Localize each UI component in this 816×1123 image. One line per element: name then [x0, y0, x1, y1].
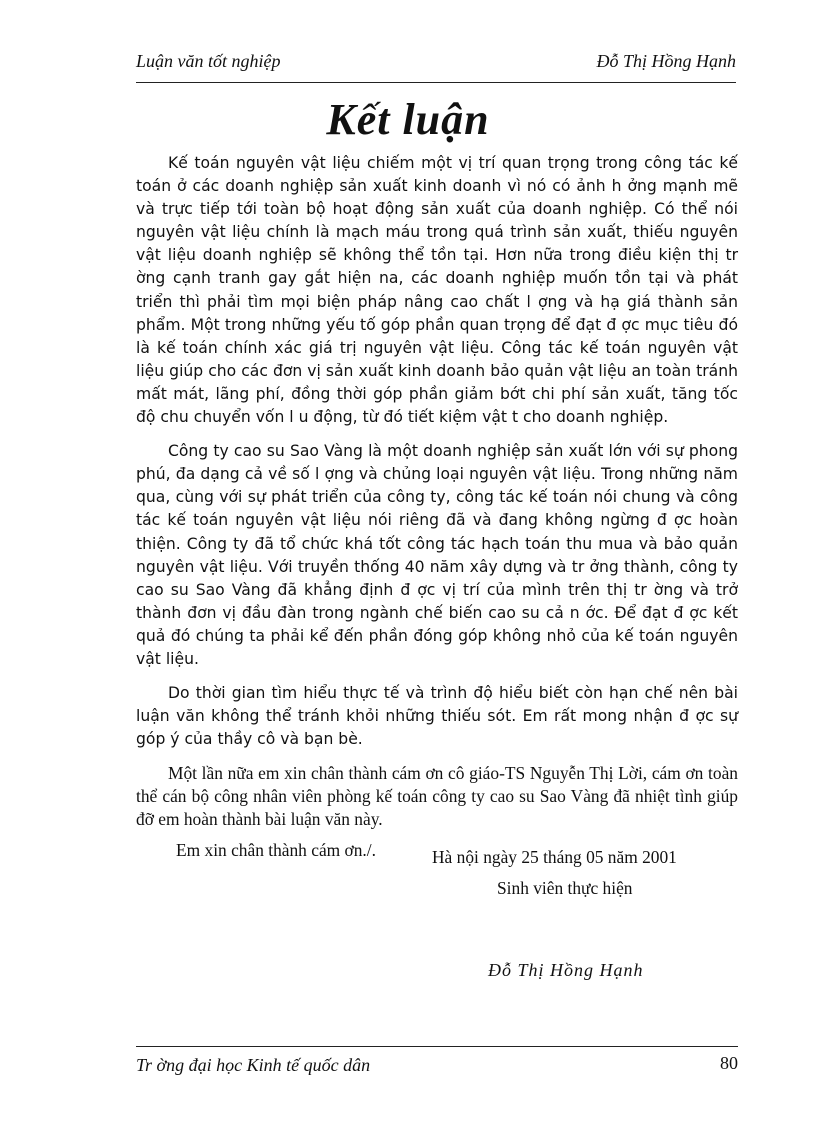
- page-footer: [136, 1046, 738, 1077]
- page-header: [136, 48, 736, 83]
- header-author-name: Đỗ Thị Hồng Hạnh: [596, 51, 736, 71]
- paragraph-3: Do thời gian tìm hiểu thực tế và trình độ hiểu biết còn hạn chế nên bài luận văn không thể tránh khỏi những thiếu sót. Em rất mong nhận đ ợc sự góp ý của thầy cô và bạn bè.: [136, 684, 738, 749]
- page-number: 80: [720, 1053, 738, 1073]
- paragraph-2: Công ty cao su Sao Vàng là một doanh nghiệp sản xuất lớn với sự phong phú, đa dạng cả về số l ợng và chủng loại nguyên vật liệu. Trong những năm qua, cùng với sự phát triển của công ty, công tác kế toán nói chung và công tác kế toán nguyên vật liệu nói riêng đã và đang không ngừng đ ợc hoàn thiện. Công ty đã tổ chức khá tốt công tác hạch toán thu mua và bảo quản nguyên vật liệu. Với truyền thống 40 năm xây dựng và tr ởng thành, công ty cao su Sao Vàng đã khẳng định đ ợc vị trí của mình trên thị tr ờng và trở thành đơn vị đầu đàn trong ngành chế biến cao su cả n ớc. Để đạt đ ợc kết quả đó chúng ta phải kể đến phần đóng góp không nhỏ của kế toán nguyên vật liệu.: [136, 442, 738, 668]
- closing-date: Hà nội ngày 25 tháng 05 năm 2001: [432, 847, 677, 867]
- header-thesis-label: Luận văn tốt nghiệp: [136, 51, 281, 71]
- paragraph-1: Kế toán nguyên vật liệu chiếm một vị trí quan trọng trong công tác kế toán ở các doanh nghiệp sản xuất kinh doanh vì nó có ảnh h ởng mạnh mẽ và trực tiếp tới toàn bộ hoạt động sản xuất của doanh nghiệp. Có thể nói nguyên vật liệu chính là mạch máu trong quá trình sản xuất, thiếu nguyên vật liệu doanh nghiệp sẽ không thể tồn tại. Hơn nữa trong điều kiện thị tr ờng cạnh tranh gay gắt hiện na, các doanh nghiệp muốn tồn tại và phát triển thì phải tìm mọi biện pháp nâng cao chất l ợng và hạ giá thành sản phẩm. Một trong những yếu tố góp phần quan trọng để đạt đ ợc mục tiêu đó là kế toán chính xác giá trị nguyên vật liệu. Công tác kế toán nguyên vật liệu giúp cho các đơn vị sản xuất kinh doanh bảo quản vật liệu an toàn tránh mất mát, lãng phí, đồng thời góp phần giảm bớt chi phí sản xuất, tăng tốc độ chu chuyển vốn l u động, từ đó tiết kiệm vật t cho doanh nghiệp.: [136, 154, 738, 427]
- paragraph-4: Một lần nữa em xin chân thành cám ơn cô giáo-TS Nguyễn Thị Lời, cám ơn toàn thể cán bộ công nhân viên phòng kế toán công ty cao su Sao Vàng đã nhiệt tình giúp đỡ em hoàn thành bài luận văn này.: [136, 763, 738, 830]
- page-title: Kết luận: [326, 95, 490, 144]
- conclusion-body: [136, 152, 738, 873]
- signature: Đỗ Thị Hồng Hạnh: [488, 960, 644, 980]
- footer-university: Tr ờng đại học Kinh tế quốc dân: [136, 1055, 371, 1075]
- paragraph-5: Em xin chân thành cám ơn./.: [176, 840, 376, 861]
- closing-role: Sinh viên thực hiện: [497, 878, 633, 898]
